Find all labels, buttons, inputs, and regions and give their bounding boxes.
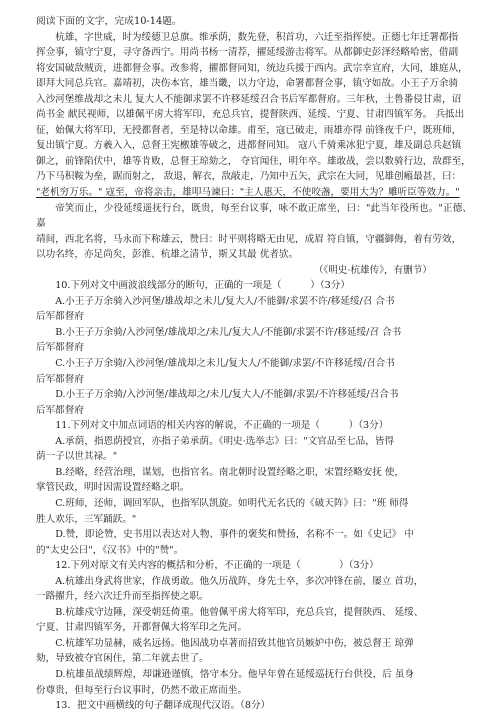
question-stem: 12.下列对原文有关内容的概括和分析，不正确的一项是（ ）（3分）: [55, 560, 379, 572]
passage-line: 乃下马积鞍为垒，踞而射之， 敌退，解衣，敌敲走，乃知中五矢，武宗在大同，见雄创瘢最甚，曰：: [36, 171, 462, 183]
question-option: B.小王子万余骑/入沙河堡/雄战却之/未儿/复大人/不能御/求罢不许/移延绥/召 合书: [55, 326, 402, 338]
question-option: A.承荫，指恩荫授官，亦指子弟承荫。《明史·选举志》曰："文官品至七品，皆得: [55, 435, 395, 447]
question-option: 一路擢升，经六次迁升而至指挥使之职。: [36, 591, 209, 603]
questions: [36, 278, 472, 713]
question-option: D.小王子万余骑/入沙河堡/雄战却之/未儿/复大人/不能御/求罢/不许移延绥/召合书: [55, 389, 399, 401]
question-option: 劾，导致被夺官闲住，第二年就去世了。: [36, 653, 209, 665]
passage-line: 征，始佩大将军印，无授都督者，至是特以命雄。甫至，寇已破走，雨雄亦得 前锋夜千户，既班师，: [36, 124, 462, 136]
passage-line: 尚书金 献民视师，以雄佩平虏大将军印，充总兵官，提督陕西、延绥、宁夏、甘肃四镇军务。 兵抵出: [36, 109, 465, 121]
passage-line: 帝笑而止，少役延绥遥抚行台，既贵，每至台议事，咏不敢正席坐，曰："此当年役所也。"正德、嘉: [36, 202, 472, 230]
question-option: 胜人欢乐，三军踊跃。": [36, 513, 137, 525]
citation: （《明史·杭雄传》，有删节）: [313, 264, 432, 276]
question-option: 后军都督府: [36, 342, 84, 354]
question-option: 后军都督府: [36, 404, 84, 416]
question-stem: 13．把文中画横线的句子翻译成现代汉语。（8分）: [55, 700, 271, 712]
passage-line: "老机穷万乐。" 寇至，帝将亲击，雄叩马谏曰："主人惠天，不使咬盏，要用大为？雕听臣等效力。": [36, 187, 460, 199]
passage-line: 入沙河堡维战却之未儿 复大人不能御求罢不许移延绥召合书后军都督府。三年秋，土鲁番侵甘肃，诏: [36, 93, 462, 105]
passage-line: 即拜大同总兵官。嘉靖初，决伤本官，雄当畿，以力守边，命署都督佥事，镇守如故。小王子万余骑: [36, 78, 459, 90]
passage-line: 复出镇宁夏。方羲入入，总督王宪檄雄等破之，进都督同知。 寇八千骑乘冰犯宁夏，雄及副总兵赵镇: [36, 140, 462, 152]
question-option: A.小王子万余骑入沙河堡/雄战却之未儿/复大人/不能御/求罢不许/移延绥/召 合书: [55, 295, 395, 307]
passage-line: 以功名终，亦足尚矣，彭淮、杭雄之清节，斯又其最 优者欤。: [36, 249, 299, 261]
question-option: C.班师，还师，调回军队，也指军队凯旋。如明代无名氏的《破天阵》曰："班 师得: [55, 497, 409, 509]
question-option: A.杭雄出身武将世家，作战勇敢。他久历战阵，身先士卒，多次冲锋在前，屡立 首功，: [55, 575, 424, 587]
question-option: D.赞，即论赞，史书用以表达对人物、事件的褒奖和赞扬，名称不一。如《史记》 中: [55, 529, 415, 541]
section-header: 阅读下面的文字，完成10-14题。: [36, 16, 182, 27]
question-option: D.杭雄虽战绩辉煌，却谦逊谨慎，恪守本分。他早年曾在延绥巡抚行台供役，后 虽身: [55, 668, 415, 680]
question-option: 掌管民政，明时因需设置经略之职。: [36, 482, 190, 494]
passage-line: 靖间，西北名将，马永而下称雄云，赞曰：时平则将略无由见，成眉 符自镇，守疆御侮，着有劳效，: [36, 233, 462, 245]
question-stem: 11.下列对文中加点词语的相关内容的解说，不正确的一项是（ ）（3分）: [55, 420, 389, 432]
passage-line: 杭雄，字世威，时为绥德卫总旗。维承荫，数先登，积首功，六迁至指挥使。正德七年迁署都指: [55, 31, 459, 43]
passage: [36, 30, 472, 263]
passage-line: 御之，前锋陷伏中，雄等肯败，总督王琼劾之， 夺官闻住，明年卒。雄敢战，尝以数骑行边，敌群至，: [36, 155, 471, 167]
passage-line: 挥佥事，镇守宁夏，寻守备西宁。用尚书杨一清荐，擢延绥游击将军。从都御史彭泽经略哈密，借副: [36, 47, 459, 59]
question-option: 宁夏、甘肃四镇军务，开都督佩大将军印之先河。: [36, 622, 248, 634]
question-option: B.经略，经营治理，谋划，也指官名。南北朝时设置经略之职，宋置经略安抚 使，: [55, 466, 405, 478]
question-option: C.杭雄军功显赫，威名远扬。他因战功卓著而招致其他官员嫉妒中伤，被总督王 琼弹: [55, 637, 414, 649]
question-option: C.小王子万余骑/入沙河堡/雄战却之未儿/复大人/不能御/求罢/不许移延绥/召合书: [55, 358, 395, 370]
question-stem: 10.下列对文中画波浪线部分的断句，正确的一项是（ ）（3分）: [55, 280, 350, 292]
question-option: B.杭雄戍守边陲，深受朝廷倚重。他曾佩平虏大将军印，充总兵官，提督陕西、 延绥、: [55, 606, 424, 618]
question-option: 荫一子以世其禄。": [36, 451, 118, 463]
question-option: 的"太史公曰"，《汉书》中的"赞"。: [36, 544, 184, 556]
question-option: 后军都督府: [36, 311, 84, 323]
passage-line: 将安国破敌贼贡，进都督佥事。改参将，擢都督同知，统边兵援于西内。武宗幸宣府，大同，雄庭从，: [36, 62, 468, 74]
question-option: 后军都督府: [36, 373, 84, 385]
question-option: 份尊贵，但每至行台议事时，仍然不敢正席而坐。: [36, 684, 248, 696]
